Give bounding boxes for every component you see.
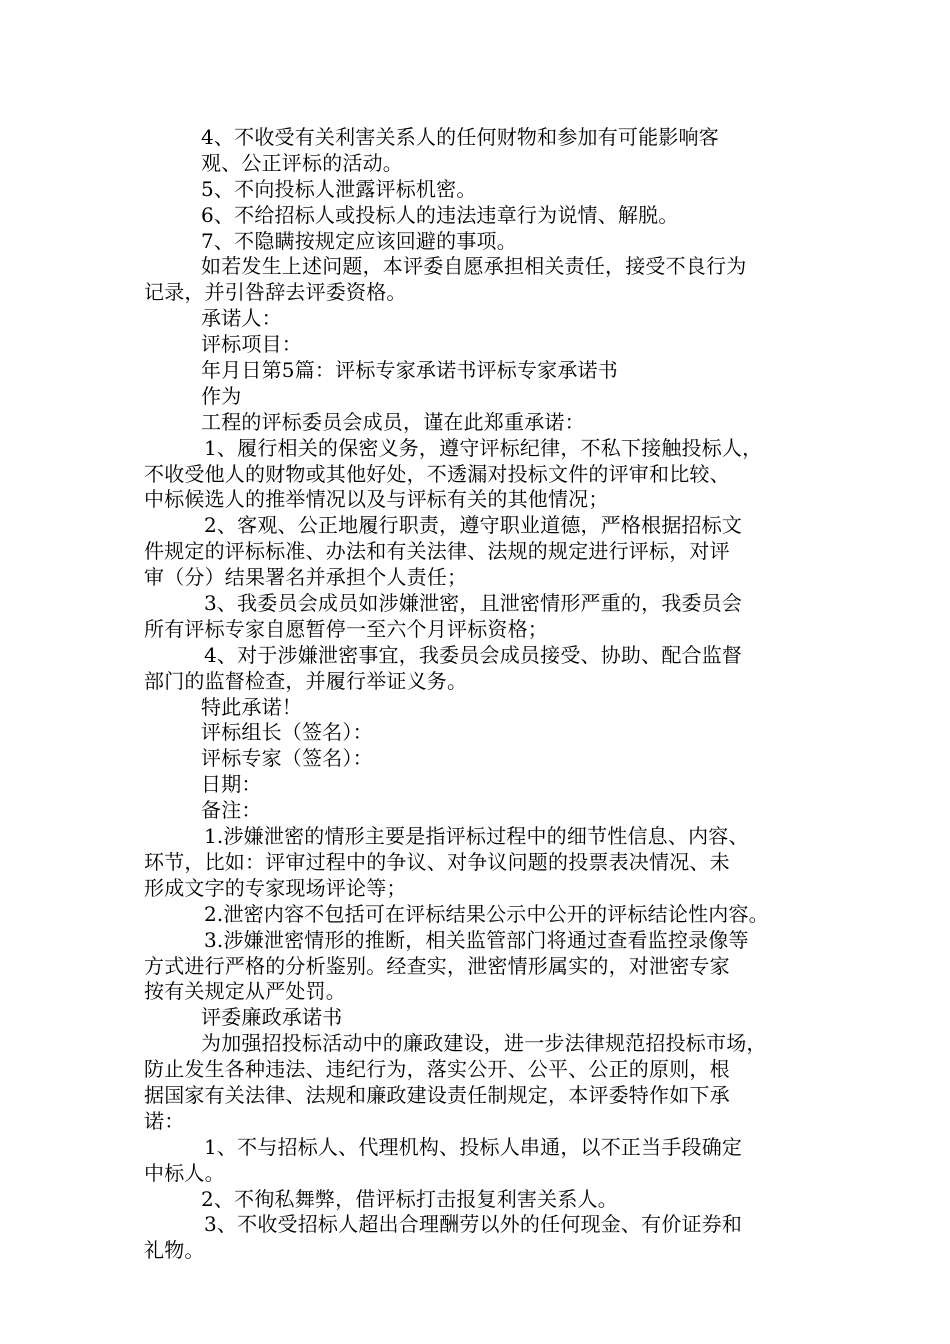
text-line: 2、不徇私舞弊，借评标打击报复利害关系人。 <box>201 1186 618 1211</box>
text-line: 备注： <box>201 798 262 823</box>
text-line: 承诺人： <box>201 306 282 331</box>
text-line: 工程的评标委员会成员，谨在此郑重承诺： <box>201 409 585 434</box>
text-line: 6、不给招标人或投标人的违法违章行为说情、解脱。 <box>201 202 679 227</box>
text-line: 4、对于涉嫌泄密事宜，我委员会成员接受、协助、配合监督 <box>204 642 743 667</box>
text-line: 诺： <box>144 1108 185 1133</box>
text-line: 2.泄密内容不包括可在评标结果公示中公开的评标结论性内容。 <box>204 901 769 926</box>
text-line: 部门的监督检查，并履行举证义务。 <box>144 668 468 693</box>
text-line: 作为 <box>201 383 242 408</box>
text-line: 3.涉嫌泄密情形的推断，相关监管部门将通过查看监控录像等 <box>204 927 749 952</box>
text-line: 5、不向投标人泄露评标机密。 <box>201 176 477 201</box>
text-line: 形成文字的专家现场评论等； <box>144 875 407 900</box>
text-line: 如若发生上述问题，本评委自愿承担相关责任，接受不良行为 <box>201 254 747 279</box>
text-line: 3、不收受招标人超出合理酬劳以外的任何现金、有价证券和 <box>204 1212 743 1237</box>
text-line: 中标候选人的推举情况以及与评标有关的其他情况； <box>144 487 609 512</box>
text-line: 防止发生各种违法、违纪行为，落实公开、公平、公正的原则，根 <box>144 1057 730 1082</box>
text-line: 审（分）结果署名并承担个人责任； <box>144 565 468 590</box>
text-line: 2、客观、公正地履行职责，遵守职业道德，严格根据招标文 <box>204 513 743 538</box>
text-line: 1、履行相关的保密义务，遵守评标纪律，不私下接触投标人， <box>204 435 763 460</box>
text-line: 1.涉嫌泄密的情形主要是指评标过程中的细节性信息、内容、 <box>204 824 749 849</box>
text-line: 1、不与招标人、代理机构、投标人串通，以不正当手段确定 <box>204 1134 743 1159</box>
text-line: 评标专家（签名）： <box>201 746 373 771</box>
text-line: 特此承诺！ <box>201 694 302 719</box>
text-line: 环节，比如：评审过程中的争议、对争议问题的投票表决情况、未 <box>144 849 730 874</box>
text-line: 据国家有关法律、法规和廉政建设责任制规定，本评委特作如下承 <box>144 1082 730 1107</box>
text-line: 日期： <box>201 772 262 797</box>
text-line: 4、不收受有关利害关系人的任何财物和参加有可能影响客 <box>201 125 719 149</box>
text-line: 按有关规定从严处罚。 <box>144 979 346 1004</box>
text-line: 评标组长（签名）： <box>201 720 373 745</box>
text-line: 不收受他人的财物或其他好处，不透漏对投标文件的评审和比较、 <box>144 461 730 486</box>
text-line: 7、不隐瞒按规定应该回避的事项。 <box>201 228 517 253</box>
text-line: 中标人。 <box>144 1160 225 1185</box>
text-line: 记录，并引咎辞去评委资格。 <box>144 280 407 305</box>
text-line: 年月日第5篇：评标专家承诺书评标专家承诺书 <box>201 358 618 383</box>
text-line: 评标项目： <box>201 332 302 357</box>
text-line: 评委廉政承诺书 <box>201 1005 343 1030</box>
text-line: 礼物。 <box>144 1238 205 1263</box>
text-line: 方式进行严格的分析鉴别。经查实，泄密情形属实的，对泄密专家 <box>144 953 730 978</box>
text-line: 3、我委员会成员如涉嫌泄密，且泄密情形严重的，我委员会 <box>204 591 743 616</box>
document-body <box>0 125 950 1264</box>
text-line: 所有评标专家自愿暂停一至六个月评标资格； <box>144 616 548 641</box>
text-line: 件规定的评标标准、办法和有关法律、法规的规定进行评标，对评 <box>144 539 730 564</box>
text-line: 为加强招投标活动中的廉政建设，进一步法律规范招投标市场， <box>201 1031 767 1056</box>
text-line: 观、公正评标的活动。 <box>201 150 403 175</box>
